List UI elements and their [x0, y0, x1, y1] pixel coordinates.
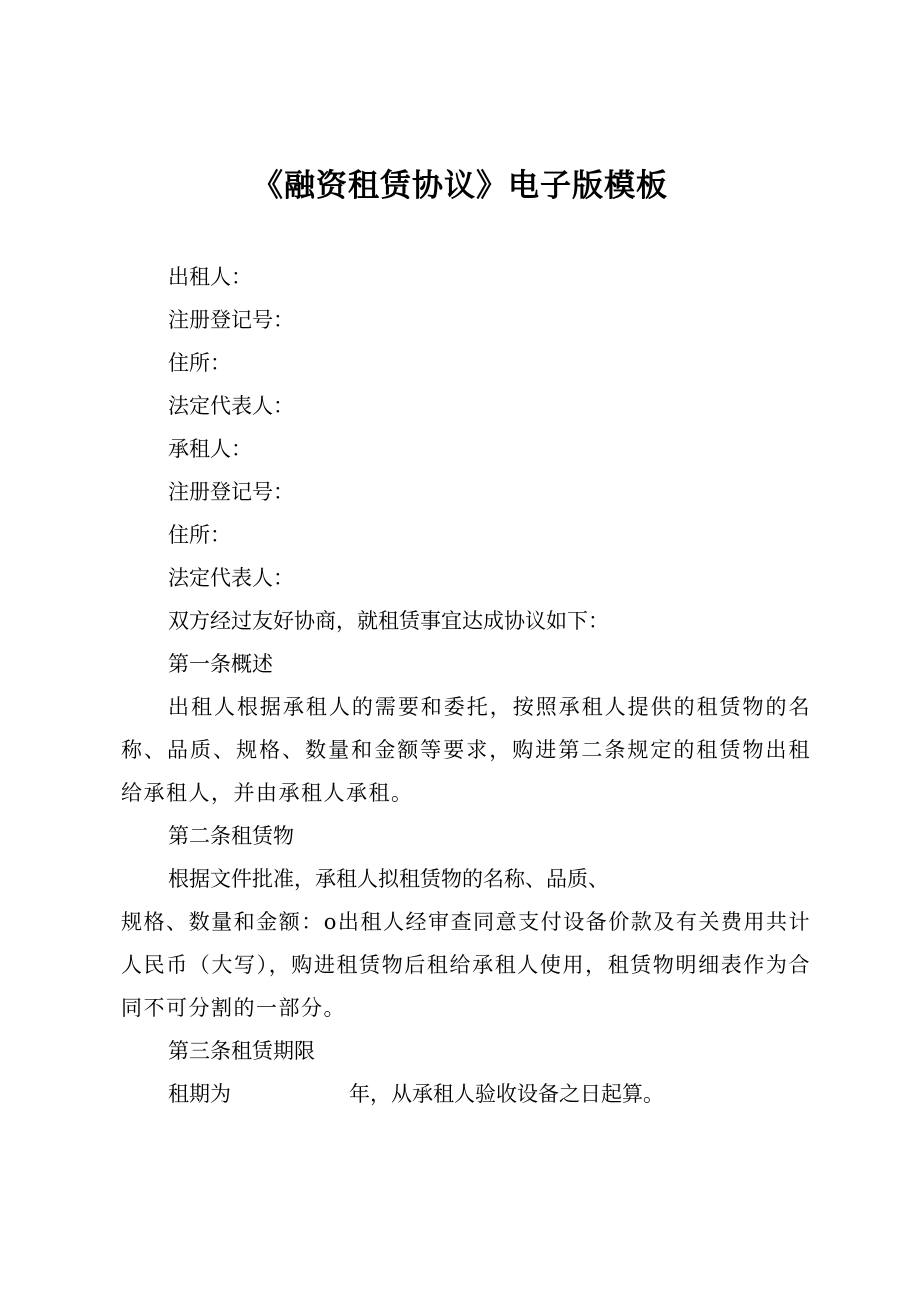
article-2-line-1: 根据文件批准，承租人拟租赁物的名称、品质、	[168, 867, 609, 891]
lessor-registration-label: 注册登记号：	[168, 308, 294, 332]
article-3-prefix: 租期为	[168, 1082, 231, 1106]
lessee-address-label: 住所：	[168, 523, 231, 547]
intro-paragraph: 双方经过友好协商，就租赁事宜达成协议如下：	[168, 609, 609, 633]
article-3-heading: 第三条租赁期限	[168, 1039, 315, 1063]
document-body	[121, 256, 811, 1116]
article-1-text: 出租人根据承租人的需要和委托，按照承租人提供的租赁物的名称、品质、规格、数量和金额等要求，购进第二条规定的租赁物出租给承租人，并由承租人承租。	[121, 695, 811, 805]
document-title: 《融资租赁协议》电子版模板	[252, 168, 668, 204]
article-1-heading: 第一条概述	[168, 652, 273, 676]
lessor-label: 出租人：	[168, 265, 252, 289]
lessee-label: 承租人：	[168, 437, 252, 461]
lessee-registration-label: 注册登记号：	[168, 480, 294, 504]
article-3-text	[121, 1073, 811, 1116]
article-2-text: 规格、数量和金额：o出租人经审查同意支付设备价款及有关费用共计人民币（大写），购进租赁物后租给承租人使用，租赁物明细表作为合同不可分割的一部分。	[121, 910, 811, 1020]
lessor-address-label: 住所：	[168, 351, 231, 375]
lessor-representative-label: 法定代表人：	[168, 394, 294, 418]
lessee-representative-label: 法定代表人：	[168, 566, 294, 590]
article-2-heading: 第二条租赁物	[168, 824, 294, 848]
article-3-suffix: 年，从承租人验收设备之日起算。	[349, 1082, 664, 1106]
